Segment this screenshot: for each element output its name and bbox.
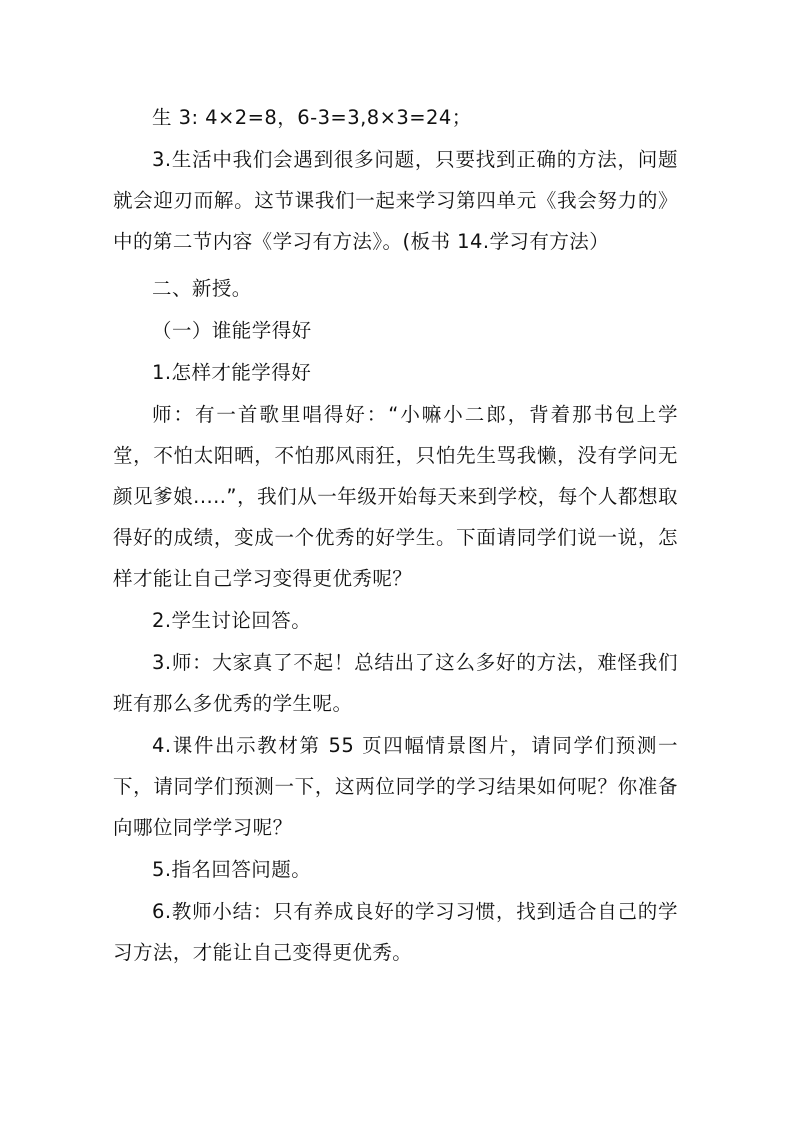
subsection-heading-who-learns-well: （一）谁能学得好: [152, 319, 312, 342]
teacher-summary-paragraph: 6.教师小结：只有养成良好的学习习惯，找到适合自己的学习方法，才能让自己变得更优秀。: [113, 900, 678, 964]
teacher-song-paragraph: 师：有一首歌里唱得好：“小嘛小二郎，背着那书包上学堂，不怕太阳晒，不怕那风雨狂，只怕先生骂我懒，没有学问无颜见爹娘.....”，我们从一年级开始每天来到学校，每个人都想取得好的成绩，变成一个优秀的好学生。下面请同学们说一说，怎样才能让自己学习变得更优秀呢？: [113, 403, 678, 590]
section-heading-new-lesson: 二、新授。: [152, 277, 252, 300]
intro-paragraph: 3.生活中我们会遇到很多问题，只要找到正确的方法，问题就会迎刃而解。这节课我们一起来学习第四单元《我会努力的》中的第二节内容《学习有方法》。(板书 14.学习有方法）: [113, 148, 678, 253]
student-answer-paragraph: 生 3: 4×2=8，6-3=3,8×3=24；: [152, 106, 472, 129]
answer-questions-paragraph: 5.指名回答问题。: [152, 858, 312, 881]
document-body: [113, 97, 678, 973]
teacher-praise-paragraph: 3.师：大家真了不起！总结出了这么多好的方法，难怪我们班有那么多优秀的学生呢。: [113, 651, 678, 715]
item-heading-how-to-learn-well: 1.怎样才能学得好: [152, 361, 312, 384]
student-discussion-paragraph: 2.学生讨论回答。: [152, 609, 312, 632]
courseware-prediction-paragraph: 4.课件出示教材第 55 页四幅情景图片，请同学们预测一下，请同学们预测一下，这两位同学的学习结果如何呢？你准备向哪位同学学习呢？: [113, 734, 678, 839]
